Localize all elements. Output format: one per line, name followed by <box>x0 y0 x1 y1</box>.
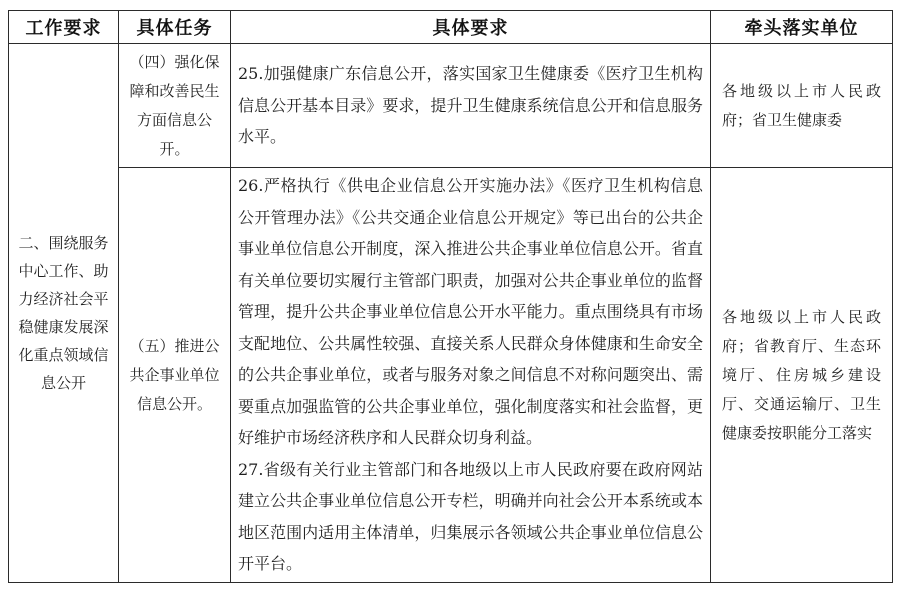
requirement-item-26: 26.严格执行《供电企业信息公开实施办法》《医疗卫生机构信息公开管理办法》《公共交通企业信息公开规定》等已出台的公共企事业单位信息公开制度，深入推进公共企事业单位信息公开。省直有关单位要切实履行主管部门职责，加强对公共企事业单位的监督管理，提升公共企事业单位信息公开水平能力。重点围绕具有市场支配地位、公共属性较强、直接关系人民群众身体健康和生命安全的公共企事业单位，或者与服务对象之间信息不对称问题突出、需要重点加强监管的公共企事业单位，强化制度落实和社会监督，更好维护市场经济秩序和人民群众切身利益。 <box>238 176 703 448</box>
table-row-task-4 <box>9 44 893 168</box>
header-specific-requirement: 具体要求 <box>231 11 711 44</box>
task-cell-5: （五）推进公共企事业单位信息公开。 <box>119 168 231 583</box>
work-requirement-cell: 二、围绕服务中心工作、助力经济社会平稳健康发展深化重点领域信息公开 <box>9 44 119 583</box>
table-row-task-5 <box>9 168 893 583</box>
requirement-item-25: 25.加强健康广东信息公开，落实国家卫生健康委《医疗卫生机构信息公开基本目录》要求，提升卫生健康系统信息公开和信息服务水平。 <box>238 64 703 147</box>
header-row <box>9 11 893 44</box>
lead-unit-cell-row1: 各地级以上市人民政府；省卫生健康委 <box>711 44 893 168</box>
task-cell-4: （四）强化保障和改善民生方面信息公开。 <box>119 44 231 168</box>
lead-unit-cell-row2: 各地级以上市人民政府；省教育厅、生态环境厅、住房城乡建设厅、交通运输厅、卫生健康委按职能分工落实 <box>711 168 893 583</box>
requirement-cell-25 <box>231 44 711 168</box>
work-requirements-table <box>8 10 893 583</box>
requirement-cell-26-27 <box>231 168 711 583</box>
header-work-requirement: 工作要求 <box>9 11 119 44</box>
header-specific-task: 具体任务 <box>119 11 231 44</box>
header-lead-unit: 牵头落实单位 <box>711 11 893 44</box>
requirement-item-27: 27.省级有关行业主管部门和各地级以上市人民政府要在政府网站建立公共企事业单位信息公开专栏，明确并向社会公开本系统或本地区范围内适用主体清单，归集展示各领域公共企事业单位信息公开平台。 <box>238 459 703 574</box>
